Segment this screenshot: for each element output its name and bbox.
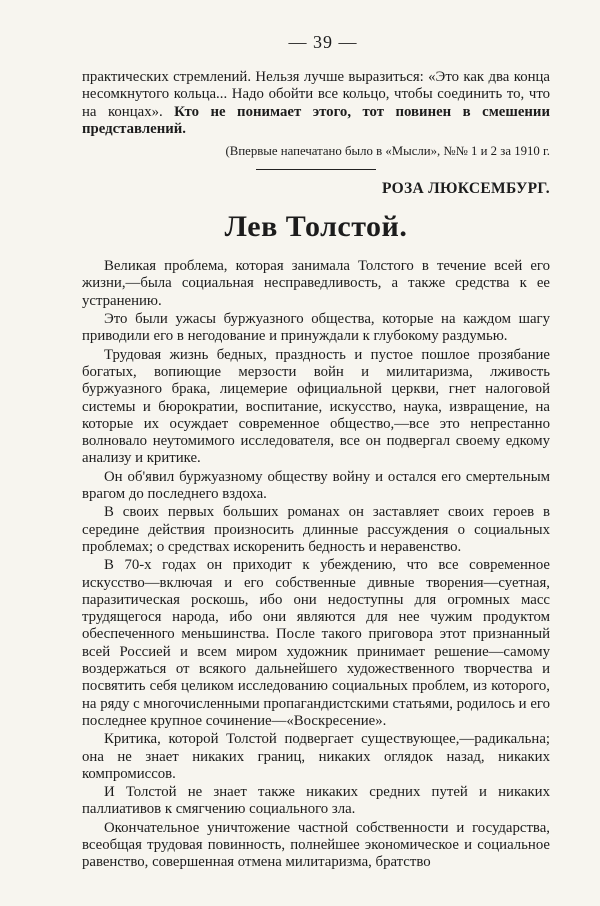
source-note: (Впервые напечатано было в «Мысли», №№ 1 и 2 за 1910 г. <box>225 144 550 159</box>
article-body <box>82 258 550 871</box>
paragraph: Окончательное уничтожение частной собственности и государства, всеобщая трудовая повинность, полнейшее экономическое и социальное равенство, совершенная отмена милитаризма, братство <box>82 819 550 871</box>
paragraph: Трудовая жизнь бедных, праздность и пустое пошлое прозябание богатых, вопиющие мерзости войн и милитаризма, лживость буржуазного брака, лицемерие официальной церкви, гнет налоговой системы и бюрократии, воспитание, искусство, наука, извращение, на которые их осуждает современное общество,—все это непрестанно волновало неутомимого исследователя, все он подвергал своему едкому анализу и критике. <box>82 346 550 467</box>
section-divider <box>256 169 376 170</box>
paragraph: Великая проблема, которая занимала Толстого в течение всей его жизни,—была социальная несправедливость, а также средства к ее устранению. <box>82 258 550 309</box>
intro-bold-text: Кто не понимает этого, тот повинен в смешении представлений. <box>82 103 550 137</box>
page-number: — 39 — <box>288 32 358 52</box>
paragraph: В своих первых больших романах он заставляет своих героев в середине действия произносить длинные рассуждения о социальных проблемах; о средствах искоренить бедность и неравенство. <box>82 504 550 555</box>
paragraph: В 70-х годах он приходит к убеждению, что все современное искусство—включая и его собственные дивные творения—суетная, паразитическая роскошь, ибо они недоступны для огромных масс трудящегося народа, ибо они являются для нее чужим продуктом обеспеченного меньшинства. После такого приговора этот признанный всей Россией и всем миром художник принимает решение—самому воздержаться от всякого дальнейшего художественного творчества и посвятить себя целиком исследованию социальных проблем, из которого, на ряду с многочисленными пропагандистскими статьями, родилось и его последнее крупное сочинение—«Воскресение». <box>82 557 550 729</box>
article-title: Лев Толстой. <box>224 210 408 244</box>
intro-text: практических стремлений. Нельзя лучше выразиться: «Это как два конца несомкнутого кольца... Надо обойти все кольцо, чтобы соединить то, что на концах». <box>82 69 550 120</box>
book-page <box>82 32 550 873</box>
paragraph: Он об'явил буржуазному обществу войну и остался его смертельным врагом до последнего вздоха. <box>82 468 550 503</box>
paragraph: Это были ужасы буржуазного общества, которые на каждом шагу приводили его в негодование и принуждали к глубокому раздумью. <box>82 311 550 345</box>
author-name: РОЗА ЛЮКСЕМБУРГ. <box>381 180 550 198</box>
intro-paragraph <box>82 69 550 138</box>
paragraph: И Толстой не знает также никаких средних путей и никаких паллиативов к смягчению социального зла. <box>82 784 550 818</box>
paragraph: Критика, которой Толстой подвергает существующее,—радикальна; она не знает никаких границ, никаких оглядок назад, никаких компромиссов. <box>82 731 550 782</box>
